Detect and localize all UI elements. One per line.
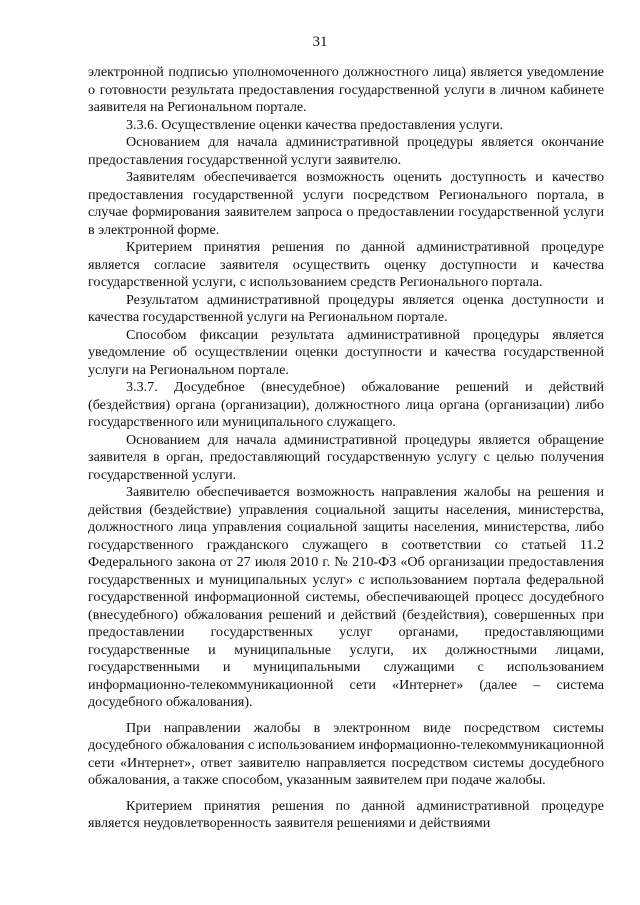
paragraph: Способом фиксации результата административной процедуры является уведомление об осуществлении оценки доступности и качества государственной услуги на Региональном портале. [88,326,604,378]
paragraph: Основанием для начала административной процедуры является окончание предоставления государственной услуги заявителю. [88,134,604,168]
paragraph: Критерием принятия решения по данной административной процедуре является согласие заявителя осуществить оценку доступности и качества государственной услуги, с использованием средств Регионального портала. [88,239,604,290]
body-text [88,64,604,833]
paragraph: При направлении жалобы в электронном виде посредством системы досудебного обжалования с использованием информационно-телекоммуникационной сети «Интернет», ответ заявителю направляется посредством системы досудебного обжалования, а также способом, указанным заявителем при подаче жалобы. [88,719,604,788]
paragraph: Критерием принятия решения по данной административной процедуре является неудовлетворенность заявителя решениями и действиями [88,797,604,831]
section-heading-3-3-7: 3.3.7. Досудебное (внесудебное) обжалование решений и действий (бездействия) органа (организации), должностного лица органа (организации) либо государственного или муниципального служащего. [88,379,604,430]
paragraph-continuation: электронной подписью уполномоченного должностного лица) является уведомление о готовности результата предоставления государственной услуги в личном кабинете заявителя на Региональном портале. [88,64,604,115]
paragraph: Результатом административной процедуры является оценка доступности и качества государственной услуги на Региональном портале. [88,291,604,325]
page-number: 31 [312,34,328,50]
paragraph: Основанием для начала административной процедуры является обращение заявителя в орган, предоставляющий государственную услугу с целью получения государственной услуги. [88,431,604,483]
section-heading-3-3-6: 3.3.6. Осуществление оценки качества предоставления услуги. [126,116,504,133]
paragraph: Заявителям обеспечивается возможность оценить доступность и качество предоставления государственной услуги посредством Регионального портала, в случае формирования заявителем запроса о предоставлении государственной услуги в электронной форме. [88,169,604,238]
paragraph: Заявителю обеспечивается возможность направления жалобы на решения и действия (бездействие) управления социальной защиты населения, министерства, должностного лица управления социальной защиты населения, министерства, либо государственного гражданского служащего в соответствии со статьей 11.2 Федерального закона от 27 июля 2010 г. № 210-ФЗ «Об организации предоставления государственных и муниципальных услуг» с использованием портала федеральной государственной информационной системы, обеспечивающей процесс досудебного (внесудебного) обжалования решений и действий (бездействия), совершенных при предоставлении государственных услуг органами, предоставляющими государственные и муниципальные услуги, их должностными лицами, государственными и муниципальными служащими с использованием информационно-телекоммуникационной сети «Интернет» (далее – система досудебного обжалования). [88,484,604,710]
